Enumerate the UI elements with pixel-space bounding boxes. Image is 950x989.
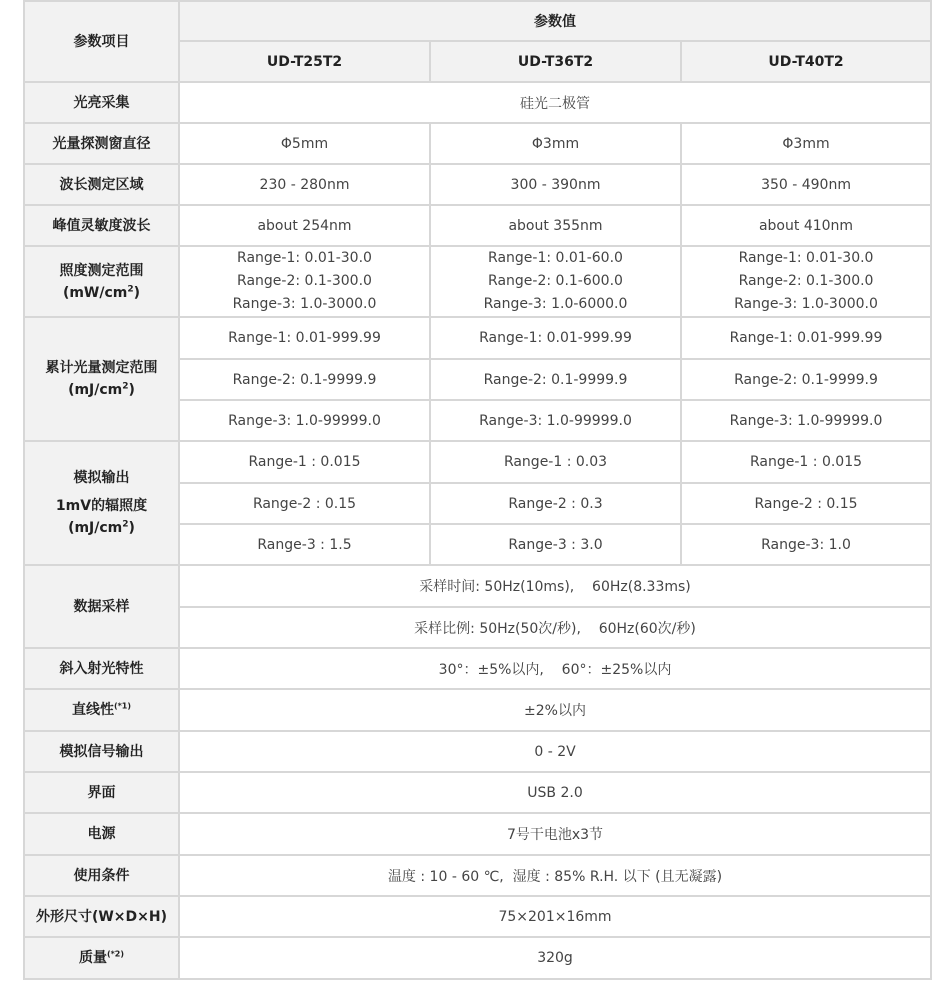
cell-value: about 254nm	[179, 205, 430, 246]
cell-value: Range-2 : 0.15	[681, 483, 931, 524]
model-header-t40: UD-T40T2	[681, 41, 931, 82]
table-row	[24, 731, 931, 772]
param-value-header: 参数值	[179, 1, 931, 41]
unit-prefix: (mJ/cm	[68, 520, 123, 536]
row-label: 模拟信号输出	[24, 731, 179, 772]
cell-value: Range-2: 0.1-9999.9	[179, 359, 430, 400]
cell-value: about 355nm	[430, 205, 681, 246]
model-header-t36: UD-T36T2	[430, 41, 681, 82]
row-label: 数据采样	[24, 565, 179, 648]
row-label: 照度测定范围	[59, 262, 144, 279]
unit-exponent: 2	[122, 381, 129, 392]
cell-value: Φ3mm	[681, 123, 931, 164]
cell-value-multiline	[179, 246, 430, 317]
unit-suffix: )	[133, 284, 141, 301]
cell-value-multiline	[430, 246, 681, 317]
cell-line: Range-1: 0.01-30.0	[237, 250, 372, 266]
table-row	[24, 205, 931, 246]
unit-prefix: (mW/cm	[62, 284, 128, 301]
row-label: 电源	[24, 813, 179, 855]
row-label-line2: 1mV的辐照度	[55, 498, 148, 514]
cell-value: Range-3: 1.0-99999.0	[179, 400, 430, 441]
cell-line: Range-2: 0.1-600.0	[488, 273, 623, 289]
cell-value: Range-1 : 0.03	[430, 441, 681, 483]
row-label: 光量探测窗直径	[24, 123, 179, 164]
table-row	[24, 82, 931, 123]
cell-value: Range-2: 0.1-9999.9	[430, 359, 681, 400]
row-label: 光亮采集	[24, 82, 179, 123]
cell-value: Range-3 : 3.0	[430, 524, 681, 565]
header-row	[24, 1, 931, 41]
table-row	[24, 896, 931, 937]
cell-value: 300 - 390nm	[430, 164, 681, 205]
cell-value: Range-3: 1.0-99999.0	[430, 400, 681, 441]
unit-exponent: 2	[122, 519, 129, 530]
cell-value: 230 - 280nm	[179, 164, 430, 205]
row-label-mass	[24, 937, 179, 979]
table-row	[24, 317, 931, 359]
row-value: 75×201×16mm	[179, 896, 931, 937]
row-value: 硅光二极管	[179, 82, 931, 123]
cell-line: Range-1: 0.01-60.0	[488, 250, 623, 266]
unit-label	[25, 282, 178, 304]
row-label: 使用条件	[24, 855, 179, 896]
cell-value: Range-1: 0.01-999.99	[179, 317, 430, 359]
table-row	[24, 855, 931, 896]
row-label: 质量	[78, 950, 107, 966]
cell-value: Range-1: 0.01-999.99	[430, 317, 681, 359]
row-label: 峰值灵敏度波长	[24, 205, 179, 246]
table-row	[24, 441, 931, 483]
cell-value: Range-2 : 0.15	[179, 483, 430, 524]
cell-value: Range-2 : 0.3	[430, 483, 681, 524]
table-row	[24, 648, 931, 689]
row-label: 界面	[24, 772, 179, 813]
table-row	[24, 246, 931, 317]
table-row	[24, 772, 931, 813]
row-value: 0 - 2V	[179, 731, 931, 772]
row-label-illuminance	[24, 246, 179, 317]
cell-value: Range-1 : 0.015	[681, 441, 931, 483]
row-label: 模拟输出	[73, 470, 130, 486]
cell-line: Range-3: 1.0-3000.0	[232, 296, 377, 312]
cell-line: Range-2: 0.1-300.0	[237, 273, 372, 289]
table-row	[24, 123, 931, 164]
cell-value: Range-3: 1.0	[681, 524, 931, 565]
row-label: 累计光量测定范围	[45, 360, 158, 376]
table-row	[24, 937, 931, 979]
cell-line: Range-1: 0.01-30.0	[738, 250, 874, 266]
spec-table	[23, 0, 932, 980]
row-value: ±2%以内	[179, 689, 931, 731]
row-value: 采样比例: 50Hz(50次/秒), 60Hz(60次/秒)	[179, 607, 931, 648]
unit-label	[25, 379, 178, 401]
param-item-header: 参数项目	[24, 1, 179, 82]
row-value: 7号干电池x3节	[179, 813, 931, 855]
table-row	[24, 689, 931, 731]
row-value: 30°：±5%以内, 60°：±25%以内	[179, 648, 931, 689]
row-value: 温度 : 10 - 60 ℃, 湿度 : 85% R.H. 以下 (且无凝露)	[179, 855, 931, 896]
row-label: 波长测定区域	[24, 164, 179, 205]
unit-suffix: )	[128, 382, 135, 398]
row-label-linearity	[24, 689, 179, 731]
unit-exponent: 2	[127, 283, 134, 294]
unit-prefix: (mJ/cm	[68, 382, 123, 398]
row-value: 采样时间: 50Hz(10ms), 60Hz(8.33ms)	[179, 565, 931, 607]
footnote-marker: (*2)	[106, 949, 125, 959]
cell-value: Φ3mm	[430, 123, 681, 164]
cell-value: about 410nm	[681, 205, 931, 246]
cell-value: Range-3 : 1.5	[179, 524, 430, 565]
cell-line: Range-2: 0.1-300.0	[738, 273, 874, 289]
cell-value: Range-3: 1.0-99999.0	[681, 400, 931, 441]
table-row	[24, 164, 931, 205]
row-value: 320g	[179, 937, 931, 979]
cell-value: Φ5mm	[179, 123, 430, 164]
row-label-cumulative	[24, 317, 179, 441]
cell-value: 350 - 490nm	[681, 164, 931, 205]
model-header-t25: UD-T25T2	[179, 41, 430, 82]
row-label: 斜入射光特性	[24, 648, 179, 689]
table-row	[24, 813, 931, 855]
footnote-marker: (*1)	[113, 701, 132, 711]
unit-suffix: )	[128, 520, 135, 536]
row-label: 外形尺寸(W×D×H)	[24, 896, 179, 937]
row-value: USB 2.0	[179, 772, 931, 813]
cell-value: Range-1: 0.01-999.99	[681, 317, 931, 359]
table-row	[24, 565, 931, 607]
cell-line: Range-3: 1.0-3000.0	[734, 296, 878, 312]
cell-value: Range-2: 0.1-9999.9	[681, 359, 931, 400]
row-label-analog-output	[24, 441, 179, 565]
cell-value-multiline	[681, 246, 931, 317]
cell-line: Range-3: 1.0-6000.0	[483, 296, 628, 312]
unit-label	[25, 517, 178, 539]
row-label: 直线性	[71, 702, 114, 718]
cell-value: Range-1 : 0.015	[179, 441, 430, 483]
